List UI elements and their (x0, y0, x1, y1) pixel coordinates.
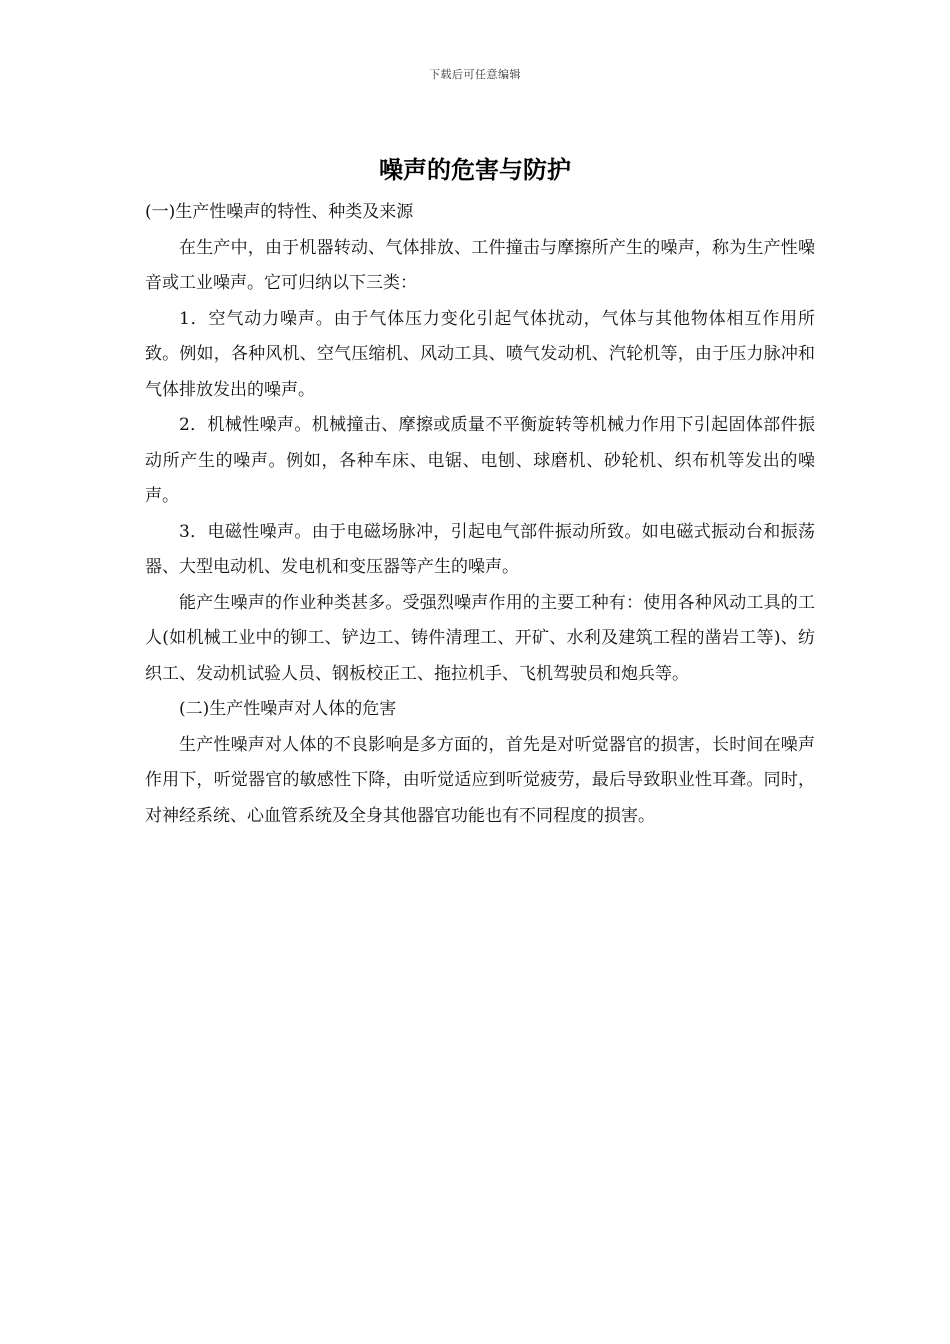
paragraph-workers: 能产生噪声的作业种类甚多。受强烈噪声作用的主要工种有：使用各种风动工具的工人(如机械工业中的铆工、铲边工、铸件清理工、开矿、水利及建筑工程的凿岩工等)、纺织工、发动机试验人员、钢板校正工、拖拉机手、飞机驾驶员和炮兵等。 (145, 592, 815, 684)
document-title: 噪声的危害与防护 (379, 156, 571, 184)
paragraph-type-1: 1．空气动力噪声。由于气体压力变化引起气体扰动，气体与其他物体相互作用所致。例如，各种风机、空气压缩机、风动工具、喷气发动机、汽轮机等，由于压力脉冲和气体排放发出的噪声。 (145, 308, 815, 400)
section-heading-2: (二)生产性噪声对人体的危害 (179, 699, 397, 719)
paragraph-type-3: 3．电磁性噪声。由于电磁场脉冲，引起电气部件振动所致。如电磁式振动台和振荡器、大型电动机、发电机和变压器等产生的噪声。 (145, 521, 815, 577)
section-heading-1: (一)生产性噪声的特性、种类及来源 (145, 202, 414, 222)
page-header-note: 下载后可任意编辑 (429, 68, 521, 81)
document-body (145, 195, 815, 834)
paragraph-intro: 在生产中，由于机器转动、气体排放、工件撞击与摩擦所产生的噪声，称为生产性噪音或工业噪声。它可归纳以下三类： (145, 237, 815, 293)
paragraph-type-2: 2．机械性噪声。机械撞击、摩擦或质量不平衡旋转等机械力作用下引起固体部件振动所产生的噪声。例如，各种车床、电锯、电刨、球磨机、砂轮机、织布机等发出的噪声。 (145, 415, 815, 506)
paragraph-harm: 生产性噪声对人体的不良影响是多方面的，首先是对听觉器官的损害，长时间在噪声作用下，听觉器官的敏感性下降，由听觉适应到听觉疲劳，最后导致职业性耳聋。同时，对神经系统、心血管系统及全身其他器官功能也有不同程度的损害。 (145, 734, 815, 826)
